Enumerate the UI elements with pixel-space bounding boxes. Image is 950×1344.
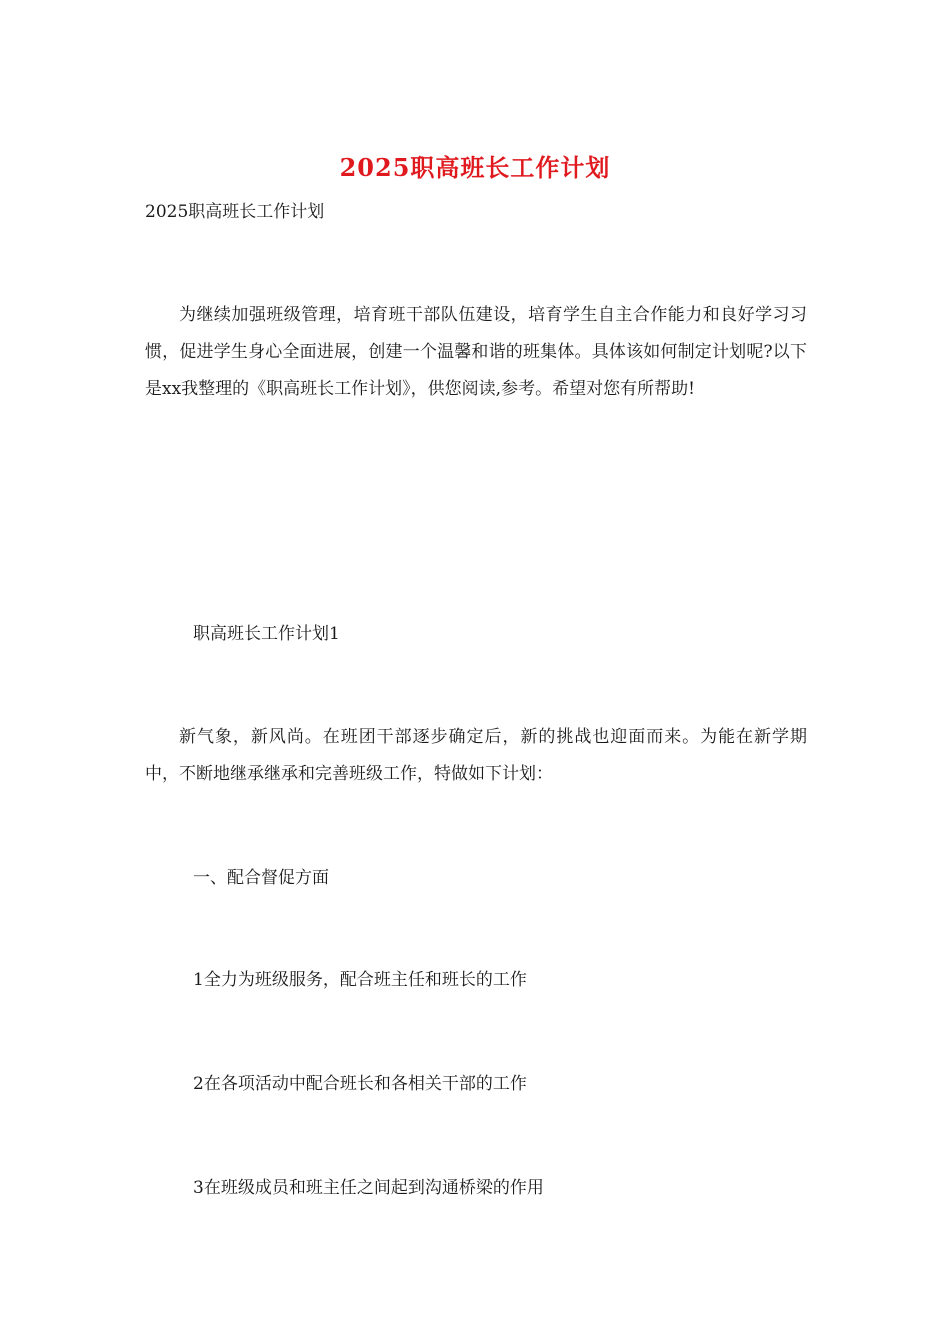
document-subtitle: 2025职高班长工作计划 <box>145 202 325 222</box>
list-item: 1全力为班级服务，配合班主任和班长的工作 <box>193 970 527 990</box>
intro-paragraph: 为继续加强班级管理，培育班干部队伍建设，培育学生自主合作能力和良好学习习惯，促进学生身心全面进展，创建一个温馨和谐的班集体。具体该如何制定计划呢?以下是xx我整理的《职高班长工作计划》，供您阅读,参考。希望对您有所帮助! <box>145 305 807 399</box>
subsection-heading: 一、配合督促方面 <box>193 868 329 888</box>
document-title: 2025职高班长工作计划 <box>339 153 611 182</box>
section-heading: 职高班长工作计划1 <box>193 624 340 644</box>
list-item: 3在班级成员和班主任之间起到沟通桥梁的作用 <box>193 1178 544 1198</box>
section-paragraph: 新气象，新风尚。在班团干部逐步确定后，新的挑战也迎面而来。为能在新学期中，不断地继承继承和完善班级工作，特做如下计划： <box>145 727 807 784</box>
list-item: 2在各项活动中配合班长和各相关干部的工作 <box>193 1074 527 1094</box>
